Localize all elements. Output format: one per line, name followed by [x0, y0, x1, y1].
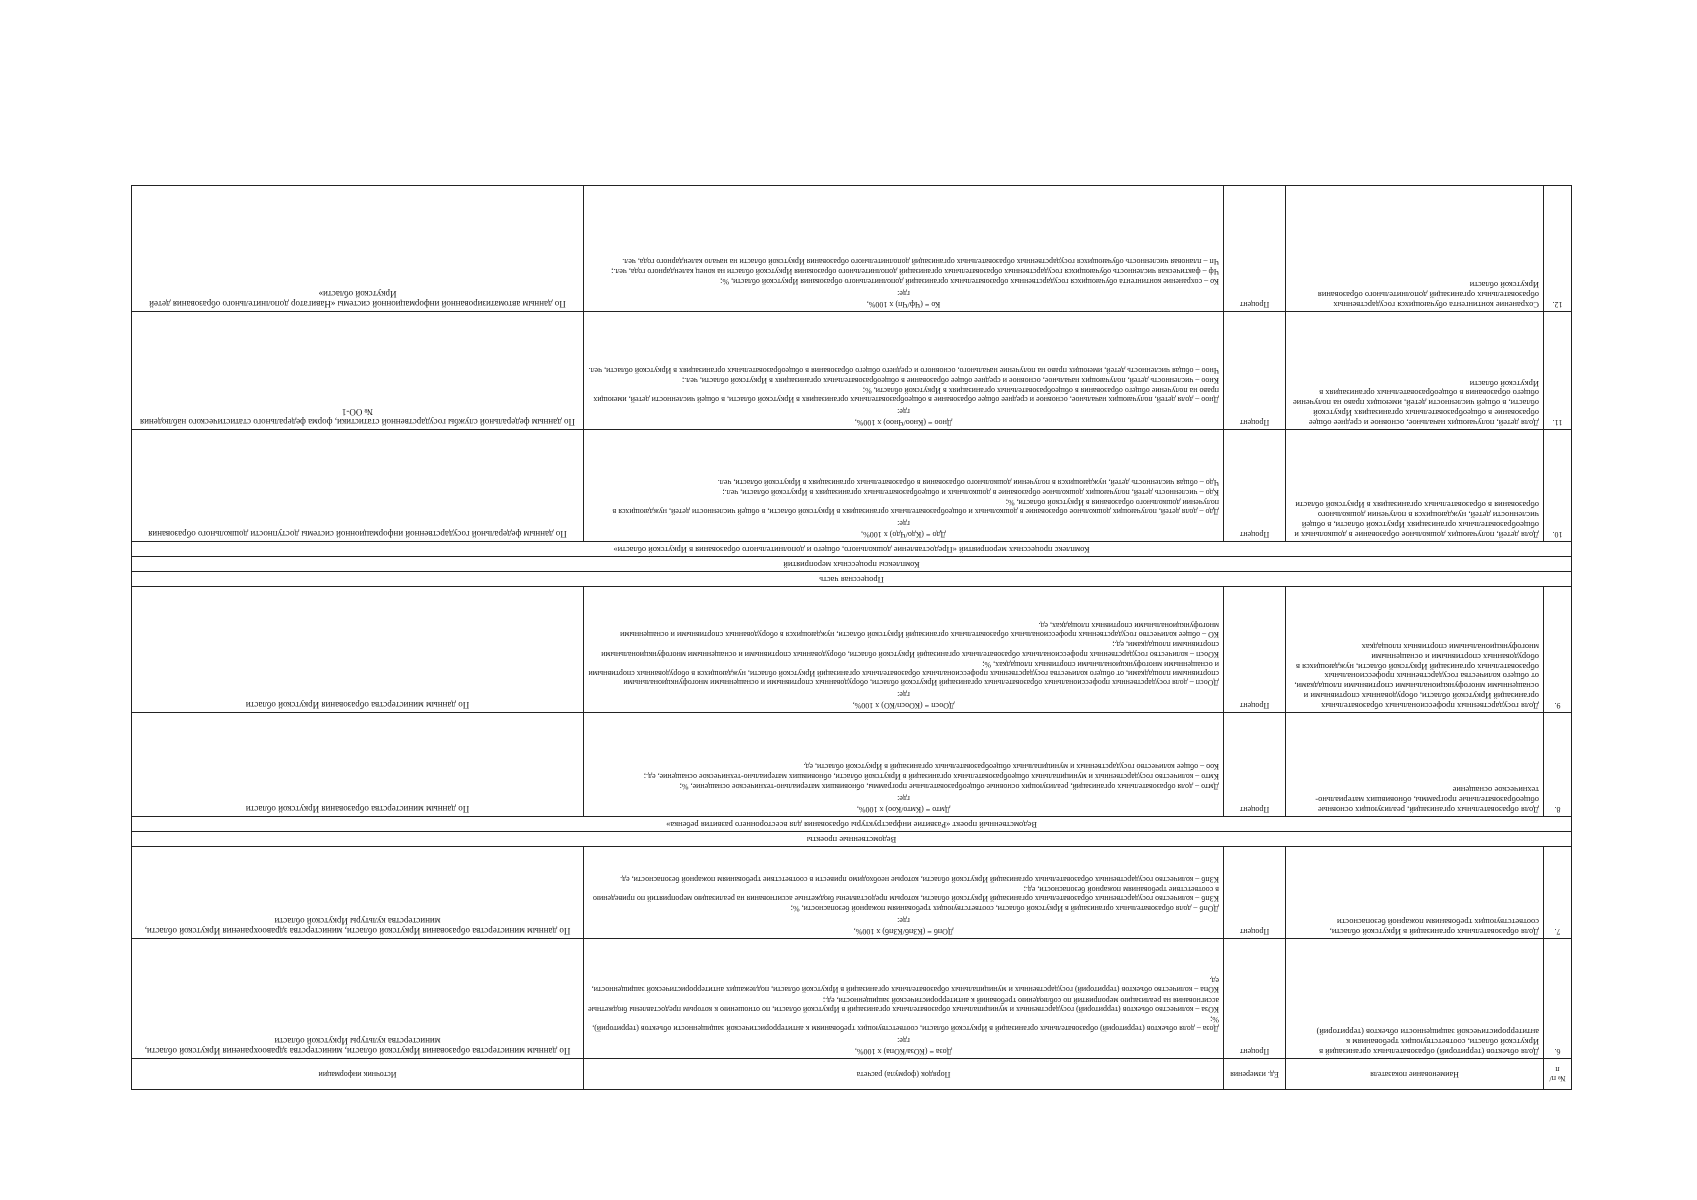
- row-formula-cell: [584, 847, 1224, 939]
- formula: ДОпб = (КЗпб/КЗпб) х 100%,: [853, 927, 954, 936]
- row-formula-cell: [584, 186, 1224, 312]
- table-row: [132, 713, 1572, 817]
- formula-explanation: Кмто – количество государственных и муниципальных общеобразовательных организаций в Иркутской области, обновивших материально-техническое оснащение, ед.;: [643, 772, 1219, 782]
- row-indicator: Доля детей, получающих дошкольное образование в дошкольных и общеобразовательных организациях Иркутской области, в общей численности детей, нуждающихся в получении дошкольного образования в образовательных организациях в Иркутской области: [1286, 430, 1544, 542]
- formula-where: где:: [897, 793, 910, 803]
- section-row: [132, 817, 1572, 832]
- formula: Дноо = (Кноо/Чноо) х 100%,: [854, 418, 953, 427]
- header-num: № п/п: [1544, 1059, 1572, 1090]
- row-unit: Процент: [1224, 430, 1286, 542]
- formula: Ддо = (Кдо/Чдо) х 100%,: [861, 530, 946, 539]
- section-row: [132, 832, 1572, 847]
- row-unit: Процент: [1224, 847, 1286, 939]
- section-project-title: Ведомственный проект «Развитие инфраструктуры образования для всестороннего развития ребенка»: [132, 817, 1572, 832]
- row-num: 12.: [1544, 186, 1572, 312]
- formula: Доза = (КОза/КОпа) х 100%,: [854, 1047, 953, 1056]
- row-unit: Процент: [1224, 713, 1286, 817]
- formula-explanation: Кдо – численность детей, получающих дошкольное образование в дошкольных и общеобразовательных организациях в Иркутской области, чел.;: [722, 487, 1219, 497]
- row-unit: Процент: [1224, 587, 1286, 713]
- row-indicator: Доля образовательных организаций в Иркутской области, соответствующих требованиям пожарной безопасности: [1286, 847, 1544, 939]
- table-row: [132, 587, 1572, 713]
- row-num: 11.: [1544, 312, 1572, 430]
- section-row: [132, 572, 1572, 587]
- row-num: 7.: [1544, 847, 1572, 939]
- formula-explanation: Чп – плановая численность обучающихся государственных образовательных организаций дополнительного образования Иркутской области на начало календарного года, чел.: [622, 256, 1219, 266]
- formula-where: где:: [897, 288, 910, 298]
- table-header-row: [132, 1059, 1572, 1090]
- row-unit: Процент: [1224, 939, 1286, 1059]
- row-num: 9.: [1544, 587, 1572, 713]
- formula-where: где:: [897, 689, 910, 699]
- indicators-table: [131, 185, 1572, 1090]
- table-row: [132, 186, 1572, 312]
- formula: Ко = (Чф/Чп) х 100%,: [866, 300, 941, 309]
- row-source: По данным министерства образования Иркутской области, министерства здравоохранения Иркутской области, министерства культуры Иркутской области: [132, 939, 584, 1059]
- row-indicator: Доля образовательных организаций, реализующих основные общеобразовательные программы, обновивших материально-техническое оснащение: [1286, 713, 1544, 817]
- row-num: 6.: [1544, 939, 1572, 1059]
- formula-explanation: Чф – фактическая численность обучающихся государственных образовательных организаций дополнительного образования Иркутской области на конец календарного года, чел.;: [611, 267, 1219, 277]
- row-indicator: Доля детей, получающих начальное, основное и среднее общее образование в общеобразовательных организациях Иркутской области, в общей численности детей, имеющих право на получение общего образования в общеобразовательных организациях в Иркутской области: [1286, 312, 1544, 430]
- header-unit: Ед. измерения: [1224, 1059, 1286, 1090]
- row-unit: Процент: [1224, 186, 1286, 312]
- formula-explanation: Коо – общее количество государственных и муниципальных общеобразовательных организаций в Иркутской области, ед.: [803, 761, 1219, 771]
- table-row: [132, 312, 1572, 430]
- row-num: 8.: [1544, 713, 1572, 817]
- formula-explanation: КЗпб – количество государственных образовательных организаций Иркутской области, которые необходимо привести в соответствие требованиям пожарной безопасности, ед.: [620, 874, 1219, 884]
- table-row: [132, 847, 1572, 939]
- formula-explanation: КЗпб – количество государственных образовательных организаций Иркутской области, которым предоставлены бюджетные ассигнования на реализацию мероприятий по приведению в соответствие требованиям пожарной безопасности, ед.;: [592, 884, 1219, 904]
- section-title: Комплексы процессных мероприятий: [132, 557, 1572, 572]
- header-indicator: Наименование показателя: [1286, 1059, 1544, 1090]
- formula-explanation: Чноо – общая численность детей, имеющих право на получение начального, основного и среднего общего образования в общеобразовательных организациях в Иркутской области, чел.: [588, 365, 1219, 375]
- formula-explanation: Ддо – доля детей, получающих дошкольное образование в дошкольных и общеобразовательных организациях в Иркутской области, в общей численности детей, нуждающихся в получении дошкольного образования в Иркутской области, %;: [612, 498, 1219, 517]
- row-formula-cell: [584, 587, 1224, 713]
- formula-explanation: КОосп – количество государственных профессиональных образовательных организаций Иркутской области, оборудованных спортивными и оснащенными многофункциональными спортивными площадками, ед.;: [601, 640, 1219, 659]
- row-unit: Процент: [1224, 312, 1286, 430]
- formula: ДОосп = (КОосп/КО) х 100%,: [852, 701, 955, 710]
- formula-explanation: Ко – сохранение контингента обучающихся государственных образовательных организаций дополнительного образования Иркутской области, %;: [720, 277, 1219, 287]
- header-formula: Порядок (формула) расчета: [584, 1059, 1224, 1090]
- section-complex-title: Комплекс процессных мероприятий «Предоставление дошкольного, общего и дополнительного образования в Иркутской области»: [132, 542, 1572, 557]
- row-formula-cell: [584, 430, 1224, 542]
- row-indicator: Доля объектов (территорий) образовательных организаций в Иркутской области, соответствующих требованиям к антитеррористической защищенности объектов (территорий): [1286, 939, 1544, 1059]
- formula-where: где:: [897, 518, 910, 528]
- formula-where: где:: [897, 915, 910, 925]
- formula-explanation: КОпа – количество объектов (территорий) государственных и муниципальных образовательных организаций в Иркутской области, подлежащих антитеррористической защищенности, ед.: [591, 976, 1219, 995]
- row-source: По данным федеральной государственной информационной системы доступности дошкольного образования: [132, 430, 584, 542]
- formula-where: где:: [897, 1035, 910, 1045]
- row-source: По данным федеральной службы государственной статистики, форма федерального статистического наблюдения № ОО-1: [132, 312, 584, 430]
- section-row: [132, 542, 1572, 557]
- row-indicator: Сохранение контингента обучающихся государственных образовательных организаций дополнительного образования Иркутской области: [1286, 186, 1544, 312]
- row-source: По данным министерства образования Иркутской области: [132, 713, 584, 817]
- row-source: По данным автоматизированной информационной системы «Навигатор дополнительного образования детей Иркутской области»: [132, 186, 584, 312]
- section-title: Процессная часть: [132, 572, 1572, 587]
- header-source: Источник информации: [132, 1059, 584, 1090]
- formula-where: где:: [897, 406, 910, 416]
- formula-explanation: Чдо – общая численность детей, нуждающихся в получении дошкольного образования в образовательных организациях в Иркутской области, чел.: [717, 477, 1219, 487]
- row-num: 10.: [1544, 430, 1572, 542]
- row-source: По данным министерства образования Иркутской области: [132, 587, 584, 713]
- formula-explanation: Дноо – доля детей, получающих начальное, основное и среднее общее образование в общеобразовательных организациях в Иркутской области, в общей численности детей, имеющих право на получение общего образования в общеобразовательных организациях в Иркутской области, %;: [593, 386, 1219, 405]
- formula-explanation: Доза – доля объектов (территорий) образовательных организаций в Иркутской области, соответствующих требованиям к антитеррористической защищенности объектов (территорий), %;: [592, 1015, 1219, 1034]
- formula-explanation: Дмто – доля образовательных организаций, реализующих основные общеобразовательные программы, обновивших материально-техническое оснащение, %;: [679, 782, 1219, 792]
- formula: Дмто = (Кмто/Коо) х 100%,: [856, 805, 951, 814]
- table-row: [132, 430, 1572, 542]
- section-title: Ведомственные проекты: [132, 832, 1572, 847]
- formula-explanation: ДОпб – доля образовательных организаций в Иркутской области, соответствующих требованиям пожарной безопасности, %;: [790, 904, 1219, 914]
- section-row: [132, 557, 1572, 572]
- row-source: По данным министерства образования Иркутской области, министерства здравоохранения Иркутской области, министерства культуры Иркутской области: [132, 847, 584, 939]
- row-formula-cell: [584, 939, 1224, 1059]
- table-row: [132, 939, 1572, 1059]
- formula-explanation: КОза – количество объектов (территорий) государственных и муниципальных образовательных организаций в Иркутской области, по отношению к которым предоставлены бюджетные ассигнования на реализацию мероприятий по соблюдению требований к антитеррористической защищенности, ед.;: [588, 995, 1219, 1014]
- row-formula-cell: [584, 713, 1224, 817]
- row-indicator: Доля государственных профессиональных образовательных организаций Иркутской области, оборудованных спортивными и оснащенными многофункциональными спортивными площадками, от общего количества государственных профессиональных образовательных организаций Иркутской области, нуждающихся в оборудованных спортивными и оснащенными многофункциональными спортивных площадках: [1286, 587, 1544, 713]
- formula-explanation: ДОосп – доля государственных профессиональных образовательных организаций Иркутской области, оборудованных спортивными и оснащенными многофункциональными спортивными площадками, от общего количества государственных профессиональных образовательных организаций Иркутской области, нуждающихся в оборудованных спортивными и оснащенными многофункциональными спортивных площадках, %;: [588, 659, 1219, 688]
- formula-explanation: Кноо – численность детей, получающих начальное, основное и среднее общее образование в общеобразовательных организациях в Иркутской области, чел.;: [682, 375, 1219, 385]
- row-formula-cell: [584, 312, 1224, 430]
- formula-explanation: КО – общее количество государственных профессиональных образовательных организаций Иркутской области, нуждающихся в оборудованных спортивными и оснащенными многофункциональными спортивных площадках, ед.: [620, 620, 1219, 640]
